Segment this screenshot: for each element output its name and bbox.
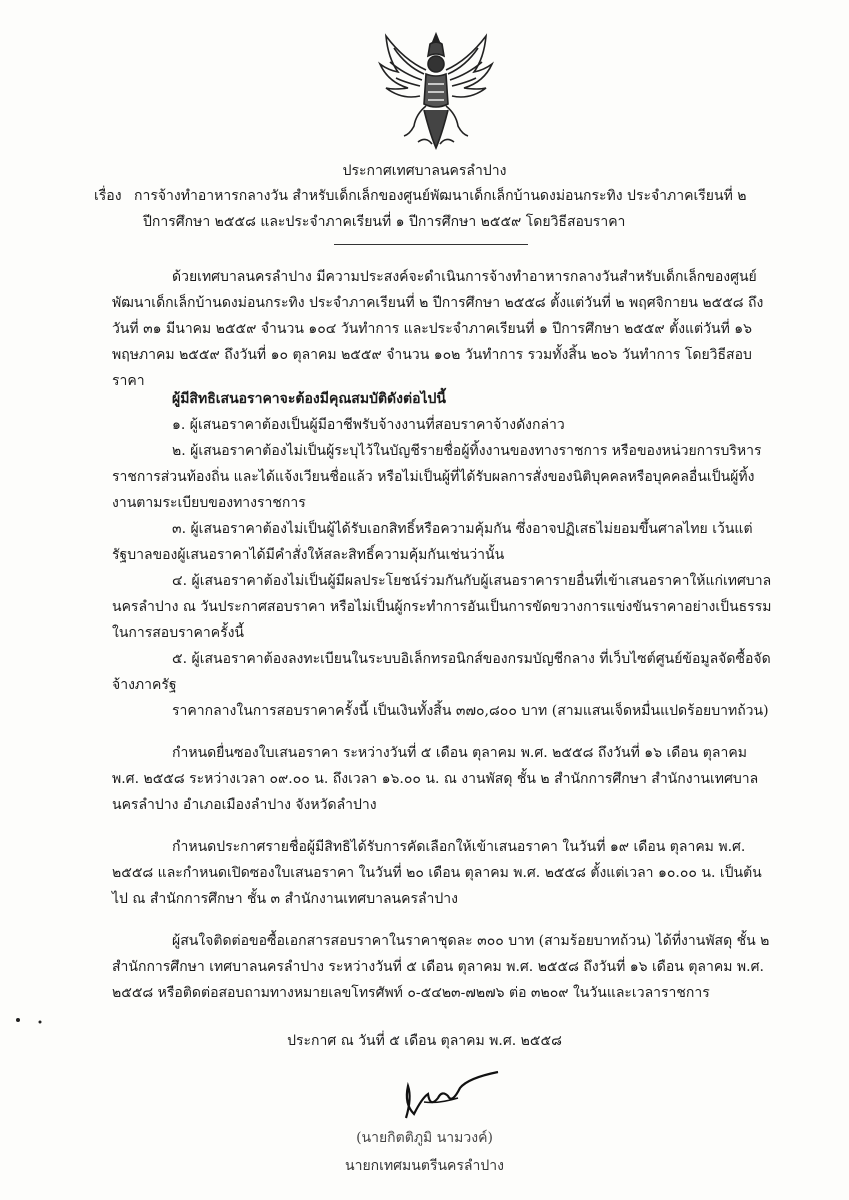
qualification-item — [112, 568, 772, 646]
qualification-text-1: ๑. ผู้เสนอราคาต้องเป็นผู้มีอาชีพรับจ้างงานที่สอบราคาจ้างดังกล่าว — [172, 417, 565, 433]
qualification-item — [112, 646, 772, 698]
signer-name: (นายกิตติภูมิ นามวงค์) — [356, 1130, 493, 1146]
qualification-text-4: ๔. ผู้เสนอราคาต้องไม่เป็นผู้มีผลประโยชน์ร่วมกันกับผู้เสนอราคารายอื่นที่เข้าเสนอราคาให้แก่เทศบาลนครลำปาง ณ วันประกาศสอบราคา หรือไม่เป็นผู้กระทำการอันเป็นการขัดขวางการแข่งขันราคาอย่างเป็นธรรมในการสอบราคาครั้งนี้ — [112, 573, 772, 641]
submission-paragraph — [112, 740, 772, 818]
intro-text: ด้วยเทศบาลนครลำปาง มีความประสงค์จะดำเนินการจ้างทำอาหารกลางวันสำหรับเด็กเล็กของศูนย์พัฒนาเด็กเล็กบ้านดงม่อนกระทิง ประจำภาคเรียนที่ ๒ ปีการศึกษา ๒๕๕๘ ตั้งแต่วันที่ ๒ พฤศจิกายน ๒๕๕๘ ถึงวันที่ ๓๑ มีนาคม ๒๕๕๙ จำนวน ๑๐๔ วันทำการ และประจำภาคเรียนที่ ๑ ปีการศึกษา ๒๕๕๙ ตั้งแต่วันที่ ๑๖ พฤษภาคม ๒๕๕๙ ถึงวันที่ ๑๐ ตุลาคม ๒๕๕๙ จำนวน ๑๐๒ วันทำการ รวมทั้งสิ้น ๒๐๖ วันทำการ โดยวิธีสอบราคา — [112, 269, 764, 389]
announcement-schedule-text: กำหนดประกาศรายชื่อผู้มีสิทธิได้รับการคัดเลือกให้เข้าเสนอราคา ในวันที่ ๑๙ เดือน ตุลาคม พ.ศ. ๒๕๕๘ และกำหนดเปิดซองใบเสนอราคา ในวันที่ ๒๐ เดือน ตุลาคม พ.ศ. ๒๕๕๘ ตั้งแต่เวลา ๑๐.๐๐ น. เป็นต้นไป ณ สำนักการศึกษา ชั้น ๓ สำนักงานเทศบาลนครลำปาง — [112, 839, 762, 907]
contact-paragraph — [112, 928, 772, 1006]
contact-text: ผู้สนใจติดต่อขอซื้อเอกสารสอบราคาในราคาชุดละ ๓๐๐ บาท (สามร้อยบาทถ้วน) ได้ที่งานพัสดุ ชั้น ๒ สำนักการศึกษา เทศบาลนครลำปาง ระหว่างวันที่ ๕ เดือน ตุลาคม พ.ศ. ๒๕๕๘ ถึงวันที่ ๑๖ เดือน ตุลาคม พ.ศ. ๒๕๕๘ หรือติดต่อสอบถามทางหมายเลขโทรศัพท์ ๐-๕๔๒๓-๗๒๗๖ ต่อ ๓๒๐๙ ในวันและเวลาราชการ — [112, 933, 770, 1001]
intro-paragraph — [112, 264, 772, 394]
median-price-paragraph — [112, 698, 772, 724]
subject-label: เรื่อง — [94, 188, 122, 204]
subject-line-1: การจ้างทำอาหารกลางวัน สำหรับเด็กเล็กของศูนย์พัฒนาเด็กเล็กบ้านดงม่อนกระทิง ประจำภาคเรียนที่ ๒ — [134, 188, 747, 204]
qualification-text-3: ๓. ผู้เสนอราคาต้องไม่เป็นผู้ได้รับเอกสิทธิ์หรือความคุ้มกัน ซึ่งอาจปฏิเสธไม่ยอมขึ้นศาลไทย เว้นแต่รัฐบาลของผู้เสนอราคาได้มีคำสั่งให้สละสิทธิ์ความคุ้มกันเช่นว่านั้น — [112, 521, 753, 563]
title-divider — [334, 244, 528, 245]
qualification-item — [112, 412, 772, 438]
issuer-title: ประกาศเทศบาลนครลำปาง — [342, 163, 507, 179]
signature-icon — [398, 1068, 518, 1128]
signer-position: นายกเทศมนตรีนครลำปาง — [345, 1158, 504, 1174]
qualification-text-2: ๒. ผู้เสนอราคาต้องไม่เป็นผู้ระบุไว้ในบัญชีรายชื่อผู้ทิ้งงานของทางราชการ หรือของหน่วยการบริหารราชการส่วนท้องถิ่น และได้แจ้งเวียนชื่อแล้ว หรือไม่เป็นผู้ที่ได้รับผลการสั่งของนิติบุคคลหรือบุคคลอื่นเป็นผู้ทิ้งงานตามระเบียบของทางราชการ — [112, 443, 762, 511]
qualifications-heading-text: ผู้มีสิทธิเสนอราคาจะต้องมีคุณสมบัติดังต่อไปนี้ — [172, 391, 446, 407]
scan-speck-icon — [14, 1014, 54, 1030]
subject-block — [94, 183, 794, 235]
qualification-text-5: ๕. ผู้เสนอราคาต้องลงทะเบียนในระบบอิเล็กทรอนิกส์ของกรมบัญชีกลาง ที่เว็บไซต์ศูนย์ข้อมูลจัดซื้อจัดจ้างภาครัฐ — [112, 651, 771, 693]
announced-date: ประกาศ ณ วันที่ ๕ เดือน ตุลาคม พ.ศ. ๒๕๕๘ — [287, 1033, 562, 1049]
garuda-emblem-icon — [374, 30, 498, 154]
submission-text: กำหนดยื่นซองใบเสนอราคา ระหว่างวันที่ ๕ เดือน ตุลาคม พ.ศ. ๒๕๕๘ ถึงวันที่ ๑๖ เดือน ตุลาคม พ.ศ. ๒๕๕๘ ระหว่างเวลา ๐๙.๐๐ น. ถึงเวลา ๑๖.๐๐ น. ณ งานพัสดุ ชั้น ๒ สำนักการศึกษา สำนักงานเทศบาลนครลำปาง อำเภอเมืองลำปาง จังหวัดลำปาง — [112, 745, 759, 813]
median-price-text: ราคากลางในการสอบราคาครั้งนี้ เป็นเงินทั้งสิ้น ๓๗๐,๘๐๐ บาท (สามแสนเจ็ดหมื่นแปดร้อยบาทถ้วน) — [172, 703, 769, 719]
qualifications-heading — [112, 386, 772, 412]
qualification-item — [112, 516, 772, 568]
qualification-item — [112, 438, 772, 516]
announcement-schedule-paragraph — [112, 834, 772, 912]
subject-line-2: ปีการศึกษา ๒๕๕๘ และประจำภาคเรียนที่ ๑ ปีการศึกษา ๒๕๕๙ โดยวิธีสอบราคา — [143, 214, 626, 230]
